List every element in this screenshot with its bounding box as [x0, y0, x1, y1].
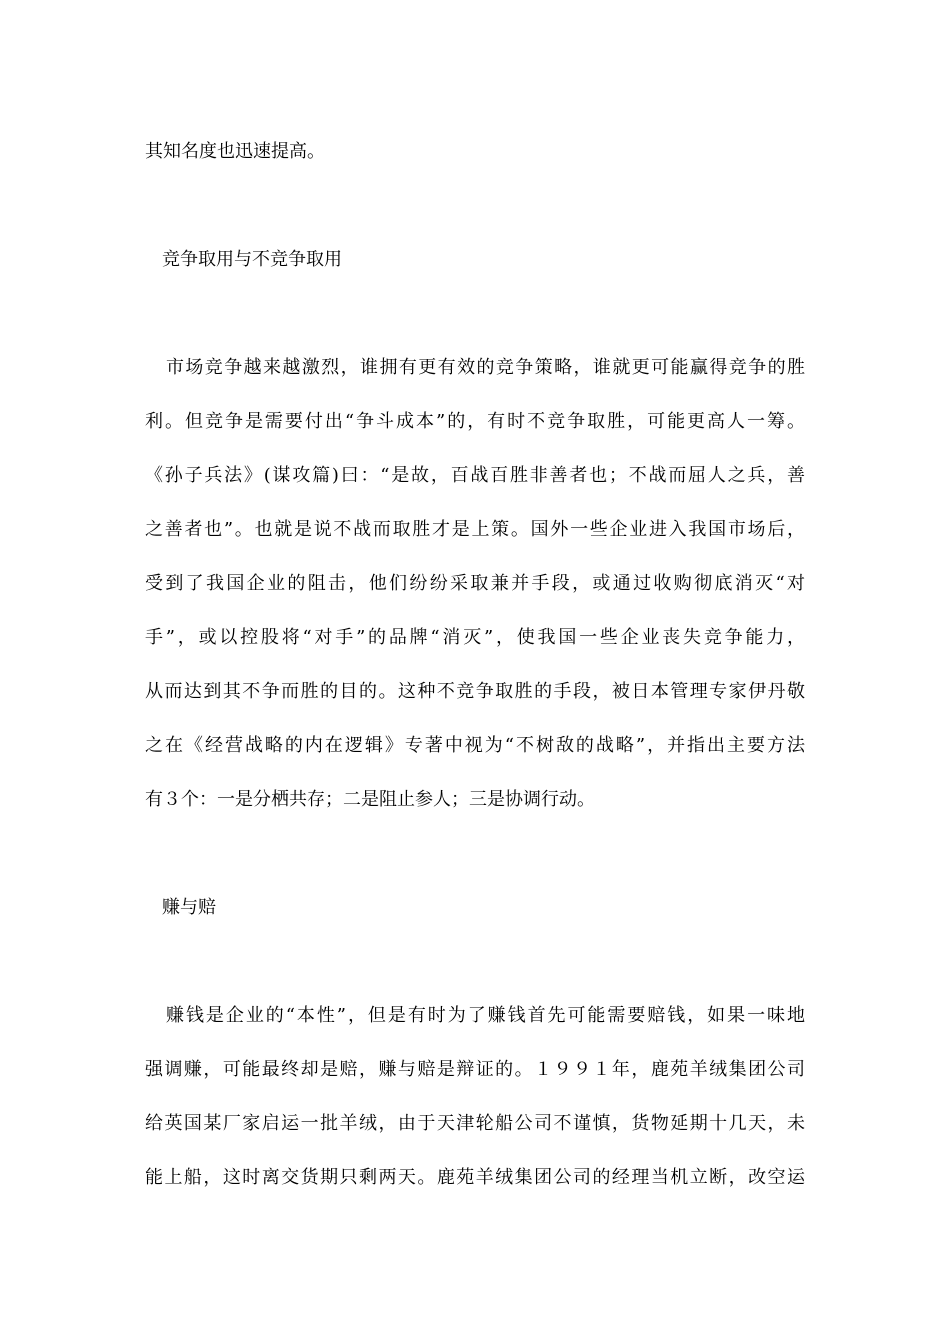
paragraph-line: 赚钱是企业的“本性”，但是有时为了赚钱首先可能需要赔钱，如果一味地	[166, 1005, 805, 1026]
paragraph-line: 市场竞争越来越激烈，谁拥有更有效的竞争策略，谁就更可能赢得竞争的胜	[166, 357, 805, 378]
paragraph-line: 之善者也”。也就是说不战而取胜才是上策。国外一些企业进入我国市场后，	[145, 519, 805, 540]
paragraph-line: 能上船，这时离交货期只剩两天。鹿苑羊绒集团公司的经理当机立断，改空运	[145, 1167, 805, 1188]
paragraph-line: 手”，或以控股将“对手”的品牌“消灭”，使我国一些企业丧失竞争能力，	[145, 627, 805, 648]
paragraph-line: 《孙子兵法》(谋攻篇)曰：“是故，百战百胜非善者也；不战而屈人之兵，善	[145, 465, 805, 486]
paragraph-line: 强调赚，可能最终却是赔，赚与赔是辩证的。１９９１年，鹿苑羊绒集团公司	[145, 1059, 805, 1080]
section-heading: 竞争取用与不竞争取用	[162, 249, 342, 270]
paragraph-line: 从而达到其不争而胜的目的。这种不竞争取胜的手段，被日本管理专家伊丹敬	[145, 681, 805, 702]
paragraph-line: 有３个：一是分栖共存；二是阻止参人；三是协调行动。	[145, 789, 595, 810]
paragraph-line: 利。但竞争是需要付出“争斗成本”的，有时不竞争取胜，可能更高人一筹。	[145, 411, 805, 432]
paragraph-line: 之在《经营战略的内在逻辑》专著中视为“不树敌的战略”，并指出主要方法	[145, 735, 805, 756]
paragraph-line: 给英国某厂家启运一批羊绒，由于天津轮船公司不谨慎，货物延期十几天，未	[145, 1113, 805, 1134]
paragraph-line: 受到了我国企业的阻击，他们纷纷采取兼并手段，或通过收购彻底消灭“对	[145, 573, 805, 594]
section-heading: 赚与赔	[162, 897, 216, 918]
paragraph-line: 其知名度也迅速提高。	[145, 141, 325, 162]
